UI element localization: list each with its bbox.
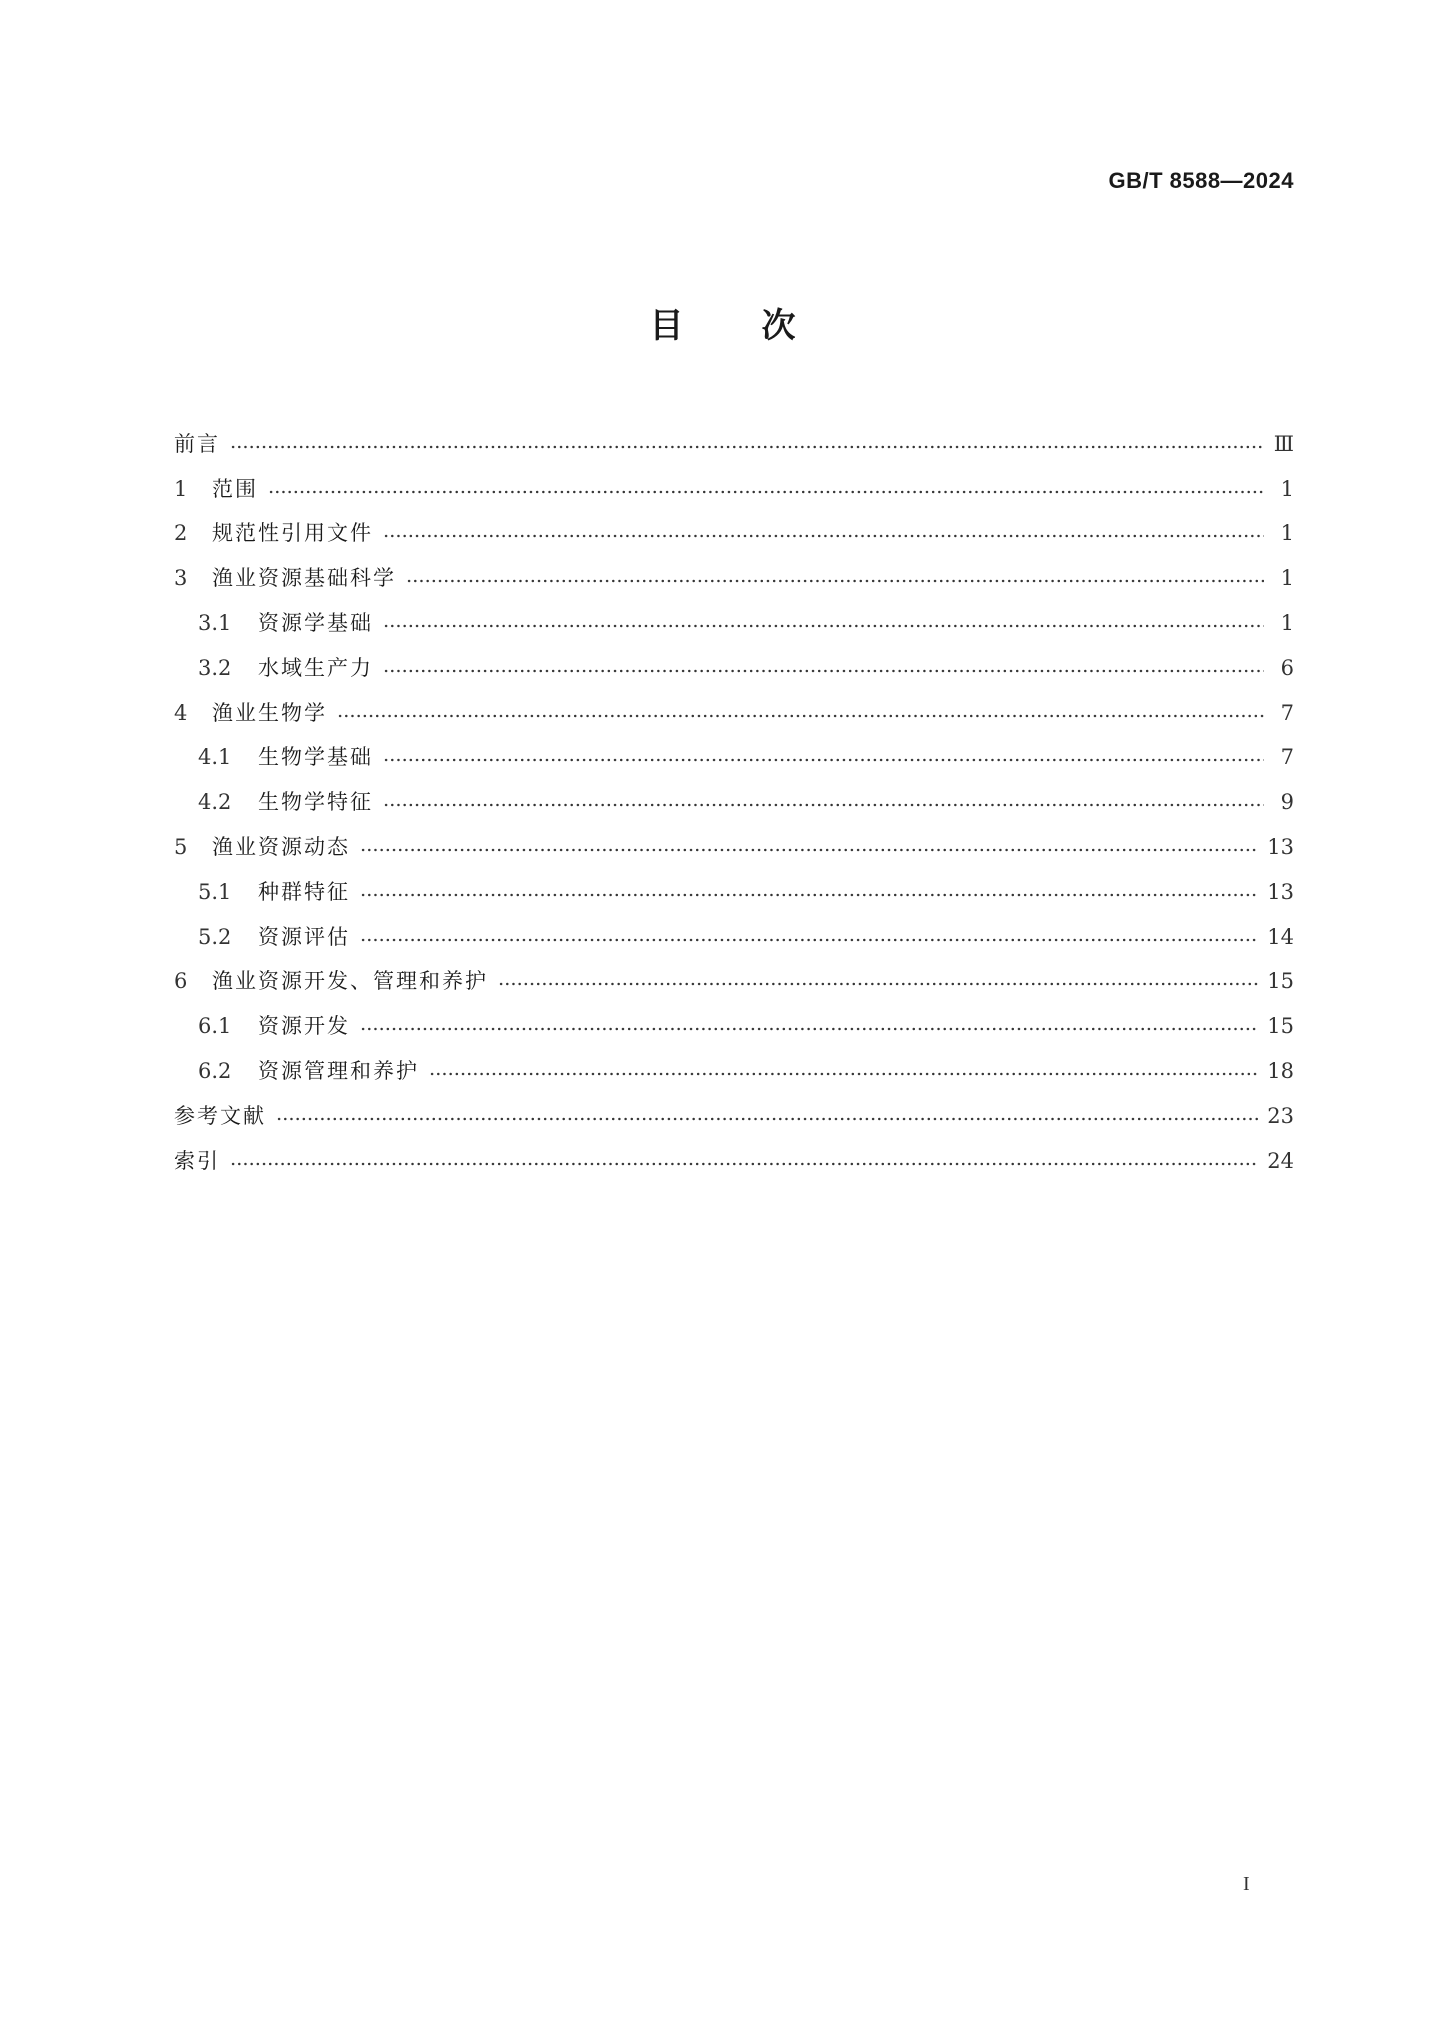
toc-entry-page: 15 xyxy=(1267,1014,1294,1039)
toc-entry-label: 渔业资源基础科学 xyxy=(212,566,396,591)
toc-entry[interactable] xyxy=(174,1041,1294,1086)
toc-entry[interactable] xyxy=(174,548,1294,593)
toc-entry[interactable] xyxy=(174,862,1294,907)
toc-dot-leader xyxy=(498,981,1259,987)
toc-entry-number: 1 xyxy=(174,476,188,501)
toc-entry-page: 1 xyxy=(1280,521,1294,546)
toc-entry-label: 水域生产力 xyxy=(258,655,373,680)
table-of-contents xyxy=(174,414,1294,1176)
toc-entry-label: 资源管理和养护 xyxy=(258,1058,419,1083)
toc-dot-leader xyxy=(383,757,1264,763)
toc-dot-leader xyxy=(268,489,1264,495)
toc-dot-leader xyxy=(276,1116,1259,1122)
toc-entry-page: 6 xyxy=(1280,655,1294,680)
toc-entry-number: 4 xyxy=(174,700,188,725)
toc-entry[interactable] xyxy=(174,817,1294,862)
toc-entry[interactable] xyxy=(174,772,1294,817)
toc-entry[interactable] xyxy=(174,683,1294,728)
toc-entry-page: Ⅲ xyxy=(1273,431,1294,456)
toc-entry-number: 6.1 xyxy=(198,1014,232,1039)
toc-dot-leader xyxy=(360,892,1259,898)
toc-dot-leader xyxy=(383,802,1264,808)
page-title: 目次 xyxy=(649,306,874,346)
toc-entry-number: 2 xyxy=(174,521,188,546)
toc-entry-label: 种群特征 xyxy=(258,879,350,904)
toc-entry-label: 资源评估 xyxy=(258,924,350,949)
toc-entry[interactable] xyxy=(174,996,1294,1041)
toc-entry-number: 5.2 xyxy=(198,924,232,949)
toc-entry[interactable] xyxy=(174,1086,1294,1131)
toc-entry-number: 4.1 xyxy=(198,745,232,770)
toc-dot-leader xyxy=(383,623,1264,629)
toc-entry[interactable] xyxy=(174,593,1294,638)
toc-entry-label: 范围 xyxy=(212,476,258,501)
toc-entry-label: 索引 xyxy=(174,1148,220,1173)
toc-dot-leader xyxy=(383,533,1264,539)
toc-entry-label: 渔业资源开发、管理和养护 xyxy=(212,969,488,994)
toc-entry-page: 13 xyxy=(1267,879,1294,904)
toc-entry-page: 1 xyxy=(1280,566,1294,591)
toc-entry-label: 前言 xyxy=(174,431,220,456)
toc-entry-page: 1 xyxy=(1280,476,1294,501)
page-number: I xyxy=(1243,1873,1250,1895)
toc-entry-label: 资源学基础 xyxy=(258,610,373,635)
toc-dot-leader xyxy=(360,847,1259,853)
toc-entry-number: 5.1 xyxy=(198,879,232,904)
toc-entry-label: 资源开发 xyxy=(258,1014,350,1039)
toc-entry-page: 24 xyxy=(1267,1148,1294,1173)
document-number: GB/T 8588—2024 xyxy=(1108,168,1294,193)
toc-entry[interactable] xyxy=(174,459,1294,504)
toc-dot-leader xyxy=(406,578,1264,584)
toc-entry-page: 1 xyxy=(1280,610,1294,635)
toc-entry[interactable] xyxy=(174,504,1294,549)
toc-dot-leader xyxy=(230,1161,1259,1167)
toc-entry-page: 18 xyxy=(1267,1058,1294,1083)
toc-entry-page: 15 xyxy=(1267,969,1294,994)
toc-entry-label: 参考文献 xyxy=(174,1103,266,1128)
toc-entry-label: 生物学特征 xyxy=(258,790,373,815)
toc-entry-page: 14 xyxy=(1267,924,1294,949)
toc-entry-number: 6 xyxy=(174,969,188,994)
toc-dot-leader xyxy=(337,713,1264,719)
toc-entry[interactable] xyxy=(174,952,1294,997)
toc-entry[interactable] xyxy=(174,1131,1294,1176)
toc-entry-number: 6.2 xyxy=(198,1058,232,1083)
toc-dot-leader xyxy=(230,444,1264,450)
toc-entry-page: 13 xyxy=(1267,834,1294,859)
toc-dot-leader xyxy=(360,937,1259,943)
toc-entry-page: 9 xyxy=(1280,790,1294,815)
toc-entry-number: 3.2 xyxy=(198,655,232,680)
toc-entry-number: 3 xyxy=(174,566,188,591)
toc-dot-leader xyxy=(429,1071,1259,1077)
toc-entry-page: 7 xyxy=(1280,700,1294,725)
toc-entry-label: 渔业生物学 xyxy=(212,700,327,725)
toc-dot-leader xyxy=(360,1026,1259,1032)
toc-entry-number: 3.1 xyxy=(198,610,232,635)
toc-dot-leader xyxy=(383,668,1264,674)
toc-entry-label: 渔业资源动态 xyxy=(212,834,350,859)
toc-entry-page: 7 xyxy=(1280,745,1294,770)
toc-entry[interactable] xyxy=(174,638,1294,683)
toc-entry-number: 4.2 xyxy=(198,790,232,815)
toc-entry-page: 23 xyxy=(1267,1103,1294,1128)
toc-entry-label: 生物学基础 xyxy=(258,745,373,770)
toc-entry-label: 规范性引用文件 xyxy=(212,521,373,546)
toc-entry[interactable] xyxy=(174,907,1294,952)
toc-entry-number: 5 xyxy=(174,834,188,859)
toc-entry[interactable] xyxy=(174,728,1294,773)
toc-entry[interactable] xyxy=(174,414,1294,459)
